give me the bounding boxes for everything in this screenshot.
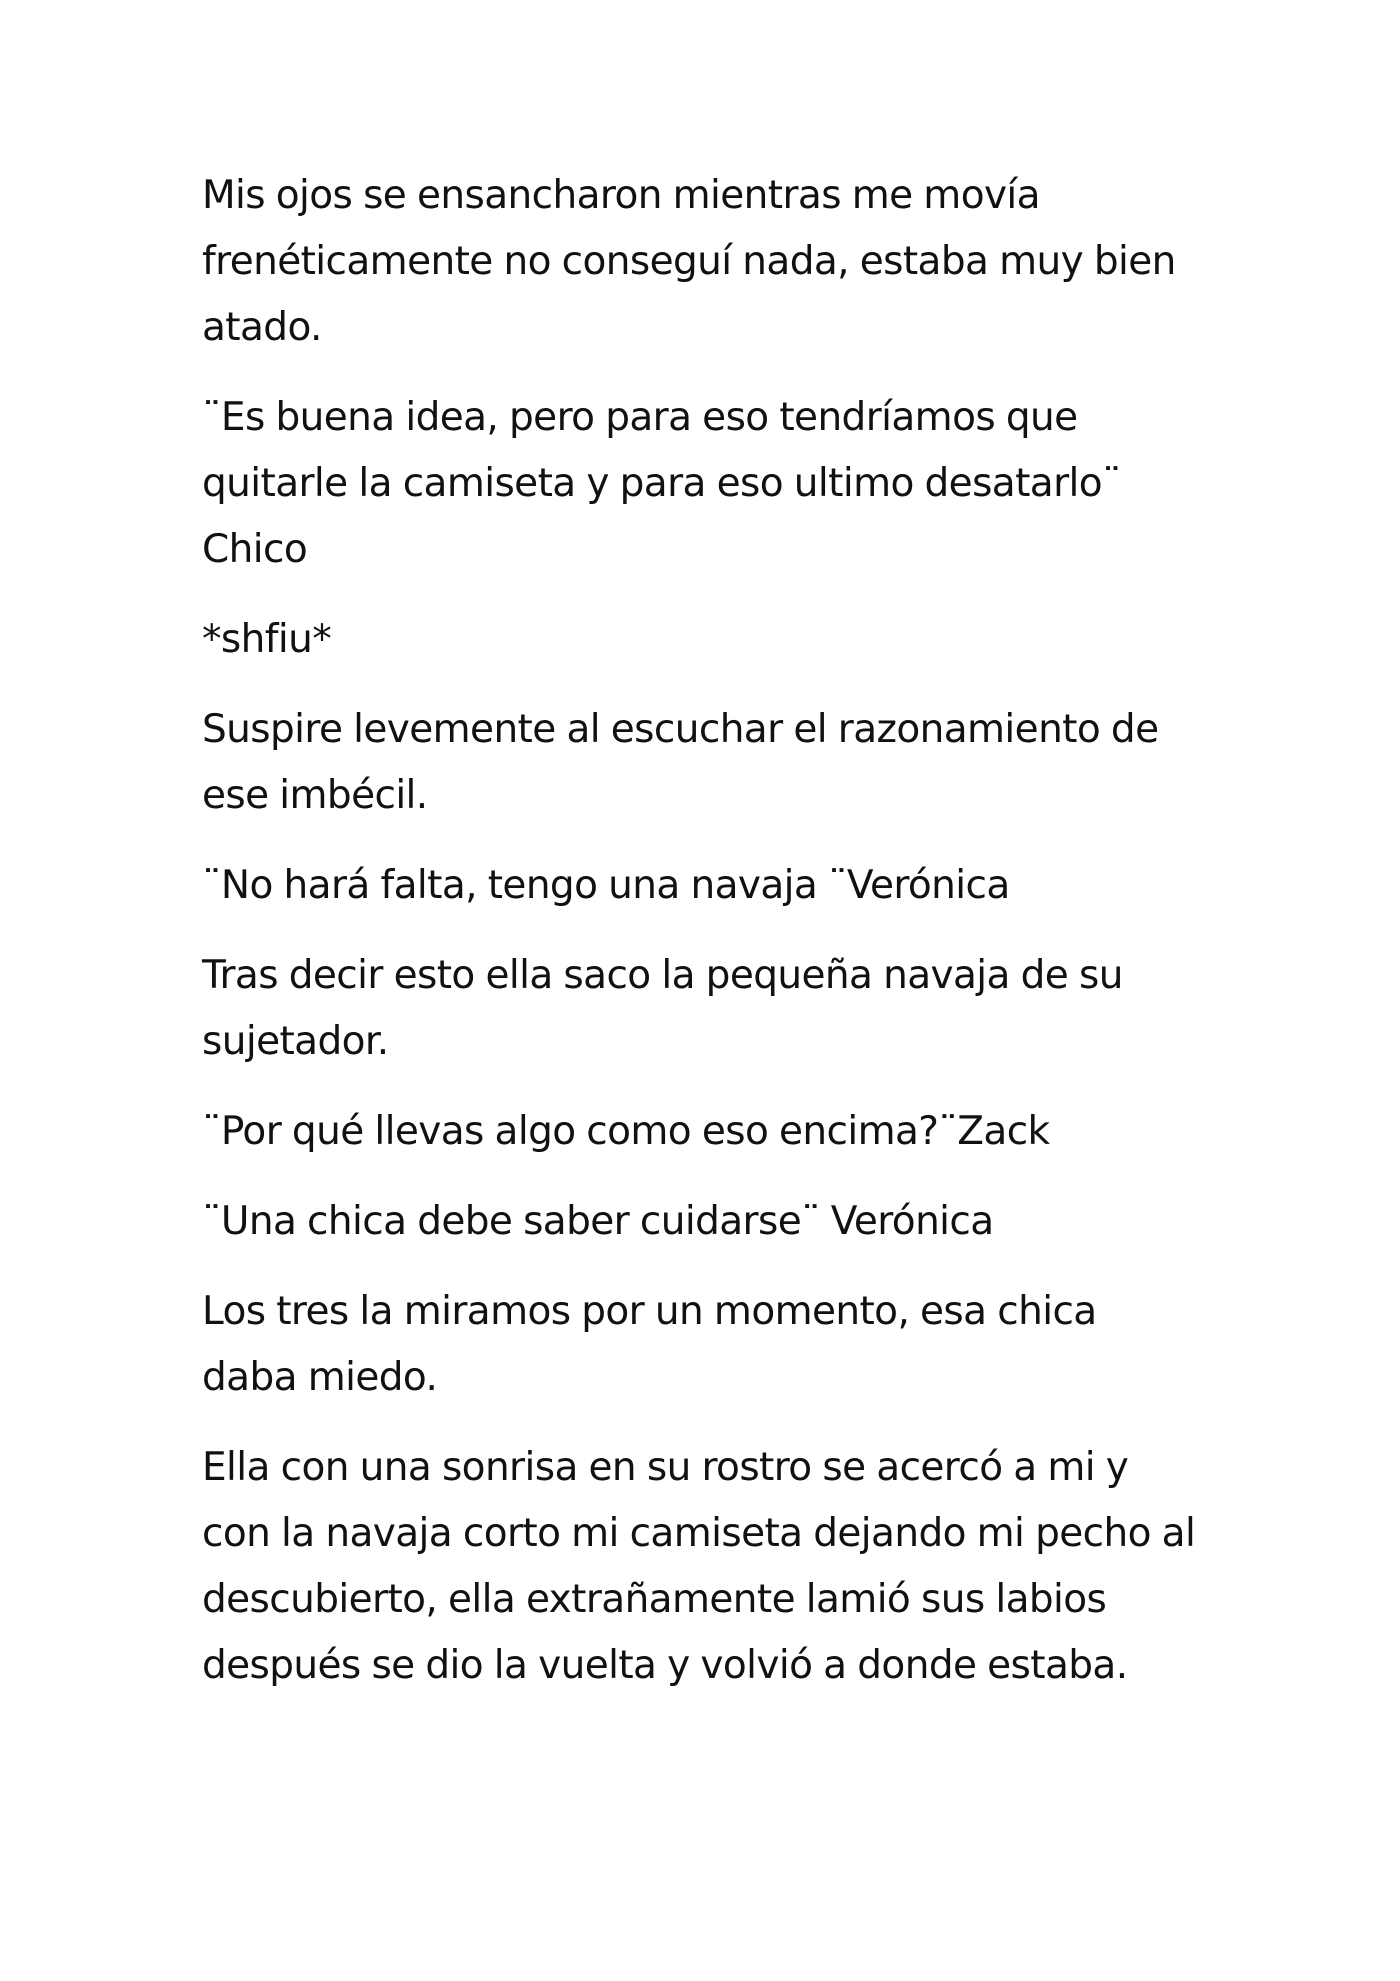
paragraph-5: ¨No hará falta, tengo una navaja ¨Verónica xyxy=(202,863,1010,908)
document-text-body xyxy=(202,163,1212,1723)
paragraph-9: Los tres la miramos por un momento, esa chica daba miedo. xyxy=(202,1289,1097,1400)
paragraph-7: ¨Por qué llevas algo como eso encima?¨Zack xyxy=(202,1109,1050,1154)
paragraph-1: Mis ojos se ensancharon mientras me movía frenéticamente no conseguí nada, estaba muy bien atado. xyxy=(202,173,1176,350)
paragraph-4: Suspire levemente al escuchar el razonamiento de ese imbécil. xyxy=(202,707,1159,818)
paragraph-6: Tras decir esto ella saco la pequeña navaja de su sujetador. xyxy=(202,953,1123,1064)
paragraph-8: ¨Una chica debe saber cuidarse¨ Verónica xyxy=(202,1199,994,1244)
paragraph-10: Ella con una sonrisa en su rostro se acercó a mi y con la navaja corto mi camiseta dejando mi pecho al descubierto, ella extrañamente lamió sus labios después se dio la vuelta y volvió a donde estaba. xyxy=(202,1445,1196,1688)
paragraph-3: *shfiu* xyxy=(202,617,332,662)
paragraph-2: ¨Es buena idea, pero para eso tendríamos que quitarle la camiseta y para eso ultimo desatarlo¨ Chico xyxy=(202,395,1121,572)
